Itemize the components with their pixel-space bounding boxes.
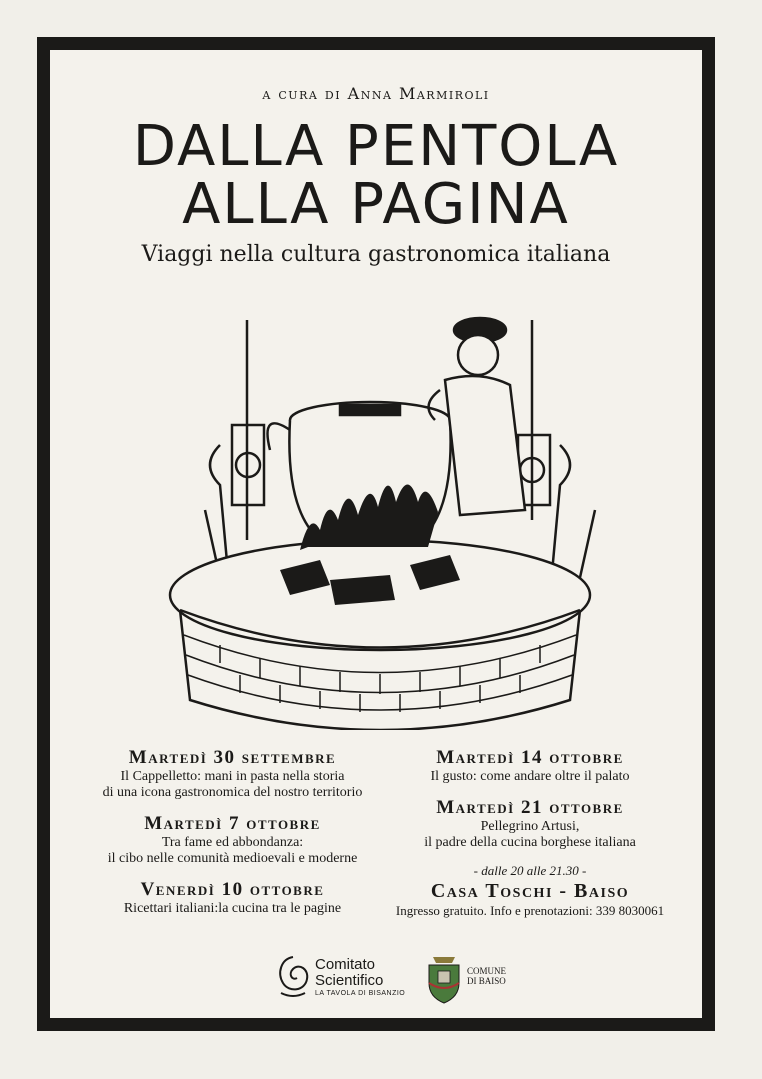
event-date: Martedì 30 settembre (128, 747, 337, 768)
event-date: Martedì 21 ottobre (436, 797, 624, 818)
event-item (380, 797, 680, 851)
event-item (80, 813, 385, 867)
sponsor-logos (50, 953, 702, 1013)
event-description: di una icona gastronomica del nostro territorio (102, 785, 363, 800)
event-description: Tra fame ed abbondanza: (161, 835, 304, 850)
event-item (380, 747, 680, 785)
committee-name-line: Scientifico (315, 972, 384, 989)
event-venue: Casa Toschi - Baiso (430, 880, 630, 902)
event-date: Venerdì 10 ottobre (140, 879, 325, 900)
comune-baiso-logo (425, 953, 535, 1008)
title-line-1: DALLA PENTOLA (132, 114, 620, 179)
event-description: il padre della cucina borghese italiana (424, 835, 636, 850)
committee-name-line: Comitato (315, 956, 376, 973)
cauldron-woodcut-illustration (160, 280, 600, 730)
event-date: Martedì 14 ottobre (436, 747, 624, 768)
poster-title (50, 114, 702, 237)
events-column-left (80, 747, 385, 929)
event-description: il cibo nelle comunità medioevali e moderne (107, 851, 358, 866)
event-description: Il Cappelletto: mani in pasta nella storia (120, 769, 345, 784)
comitato-scientifico-logo (275, 953, 415, 1003)
event-item (80, 879, 385, 917)
municipal-crest-icon (425, 953, 463, 1005)
comune-name-line: DI BAISO (467, 976, 506, 986)
booking-info: Ingresso gratuito. Info e prenotazioni: 339 8030061 (395, 903, 665, 918)
spiral-emblem-icon (275, 953, 311, 999)
event-description: Il gusto: come andare oltre il palato (430, 769, 630, 784)
poster-frame (37, 37, 715, 1031)
event-description: Pellegrino Artusi, (480, 819, 580, 834)
events-column-right (380, 747, 680, 919)
event-date: Martedì 7 ottobre (144, 813, 321, 834)
title-line-2: ALLA PAGINA (182, 172, 570, 237)
committee-tagline: LA TAVOLA DI BISANZIO (315, 990, 406, 997)
event-time: - dalle 20 alle 21.30 - (473, 863, 587, 878)
comune-name-line: COMUNE (467, 966, 507, 976)
curator-line: a cura di Anna Marmiroli (262, 84, 490, 103)
event-description: Ricettari italiani:la cucina tra le pagine (123, 901, 342, 916)
poster-subtitle: Viaggi nella cultura gastronomica italiana (141, 242, 611, 267)
event-item (80, 747, 385, 801)
